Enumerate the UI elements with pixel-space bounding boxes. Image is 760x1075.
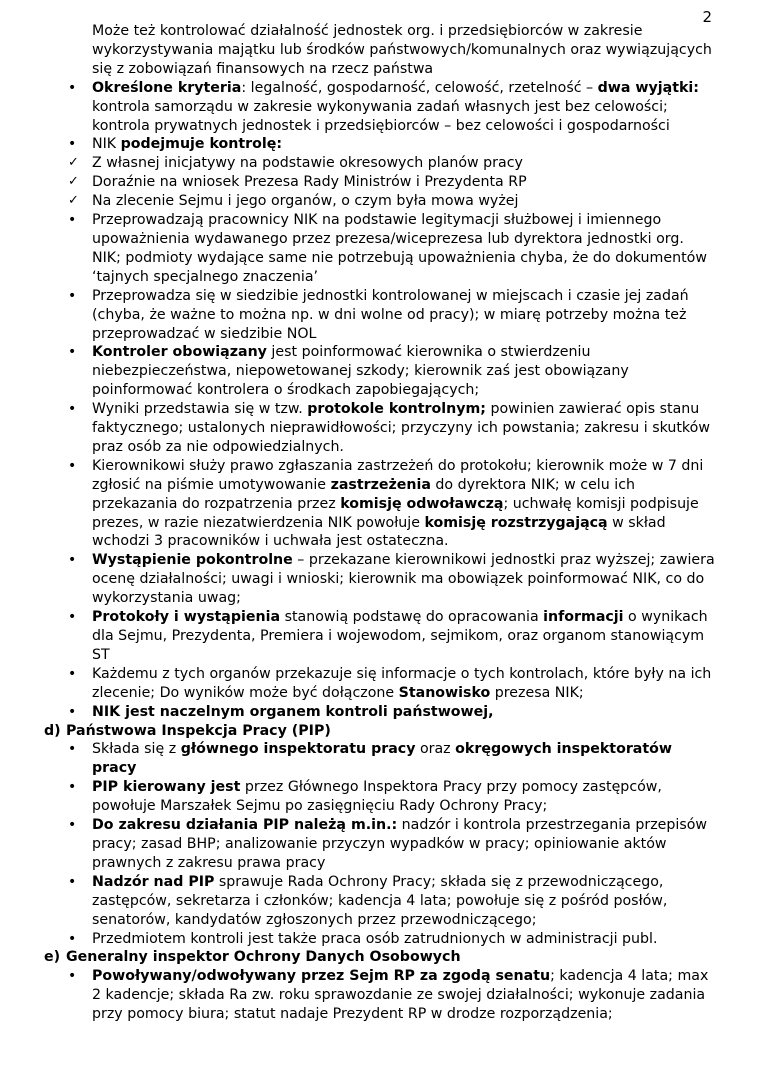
page-number: 2 [702, 8, 712, 26]
text-run: kontrola samorządu w zakresie wykonywania zadań własnych jest bez celowości; kontrola prywatnych jednostek i przedsiębiorców – bez celowości i gospodarności [92, 98, 670, 134]
bold-text: Stanowisko [398, 684, 491, 701]
text-run: Na zlecenie Sejmu i jego organów, o czym była mowa wyżej [92, 193, 519, 210]
text-run: powinien zawierać opis stanu faktycznego; ustalonych nieprawidłowości; przyczyny ich powstania; zakresu i skutków praz osób za nie odpowiedzialnych. [92, 401, 710, 455]
bullet-icon: • [68, 79, 77, 96]
text-run: Państwowa Inspekcja Pracy (PIP) [66, 722, 331, 739]
text-run: Każdemu z tych organów przekazuje się informacje o tych kontrolach, które były na ich zlecenie; Do wyników może być dołączone [92, 665, 712, 701]
text-run: Przedmiotem kontroli jest także praca osób zatrudnionych w administracji publ. [92, 930, 658, 947]
bullet-item [44, 703, 716, 722]
text-run: w skład wchodzi 3 pracowników i uchwała jest ostateczna. [92, 514, 666, 550]
bold-text: NIK jest naczelnym organem kontroli państwowej, [92, 703, 494, 720]
checklist-item [44, 192, 716, 211]
text-run: Składa się z [92, 741, 181, 758]
bullet-icon: • [68, 873, 77, 890]
text-run: Z własnej inicjatywy na podstawie okresowych planów pracy [92, 155, 523, 172]
text-run: przez Głównego Inspektora Pracy przy pomocy zastępców, powołuje Marszałek Sejmu po zasięgnięciu Rady Ochrony Pracy; [92, 779, 662, 815]
bullet-item [44, 873, 716, 930]
bold-text: komisję rozstrzygającą [424, 514, 608, 531]
bullet-icon: • [68, 287, 77, 304]
text-run: stanowią podstawę do opracowania [280, 609, 544, 626]
bold-text: protokole kontrolnym; [307, 401, 486, 418]
bullet-item [44, 816, 716, 873]
text-run: nadzór i kontrola przestrzegania przepisów pracy; zasad BHP; analizowanie przyczyn wypadków w pracy; opiniowanie aktów prawnych z zakresu prawa pracy [92, 817, 708, 871]
bold-text: Protokoły i wystąpienia [92, 609, 281, 626]
text-run: jest poinformować kierownika o stwierdzeniu niebezpieczeństwa, niepowetowanej szkody; kierownik zaś jest obowiązany poinformować kontrolera o środkach zapobiegających; [92, 344, 629, 399]
checkmark-icon: ✓ [68, 155, 79, 171]
text-run: Przeprowadzają pracownicy NIK na podstawie legitymacji służbowej i imiennego upoważnienia wydawanego przez prezesa/wiceprezesa lub dyrektora jednostki org. NIK; podmioty wydające same nie potrzebują upoważnienia chyba, że do dokumentów ‘tajnych specjalnego znaczenia’ [92, 212, 707, 285]
bullet-icon: • [68, 136, 77, 153]
text-run: do dyrektora NIK; w celu ich przekazania do rozpatrzenia przez [92, 476, 635, 512]
bullet-item [44, 287, 716, 344]
bold-text: Powoływany/odwoływany przez Sejm RP za zgodą senatu [92, 968, 551, 985]
checkmark-icon: ✓ [68, 174, 79, 190]
bold-text: okręgowych inspektoratów pracy [92, 741, 673, 777]
text-run: ; kadencja 4 lata; max 2 kadencje; składa Ra zw. roku sprawozdanie ze swojej działalności; wykonuje zadania przy pomocy biura; statut nadaje Prezydent RP w drodze rozporządzenia; [92, 968, 709, 1023]
text-run: NIK [92, 136, 121, 153]
text-run: Wyniki przedstawia się w tzw. [92, 401, 308, 418]
bold-text: głównego inspektoratu pracy [180, 741, 416, 758]
document-body [44, 22, 716, 1024]
bullet-icon: • [68, 457, 77, 474]
bullet-item [44, 967, 716, 1024]
text-run: : legalność, gospodarność, celowość, rzetelność – [241, 79, 598, 96]
text-run: Przeprowadza się w siedzibie jednostki kontrolowanej w miejscach i czasie jej zadań (chyba, że ważne to można np. w dni wolne od pracy); w miarę potrzeby można też przeprowadzać w siedzibie NOL [92, 287, 689, 342]
bold-text: informacji [543, 609, 624, 626]
text-run: – przekazane kierownikowi jednostki praz wyższej; zawiera ocenę działalności; uwagi i wnioski; kierownik ma obowiązek poinformować NIK, co do wykorzystania uwag; [92, 552, 715, 607]
bold-text: Określone kryteria [92, 79, 242, 96]
section-heading [44, 722, 716, 741]
bullet-item [44, 930, 716, 949]
bullet-icon: • [68, 212, 77, 229]
bullet-icon: • [68, 741, 77, 758]
section-letter: e) [44, 949, 61, 966]
bullet-icon: • [68, 401, 77, 418]
bullet-item [44, 343, 716, 400]
bullet-icon: • [68, 344, 77, 361]
bold-text: Do zakresu działania PIP należą m.in.: [92, 817, 398, 834]
bullet-icon: • [68, 609, 77, 626]
bullet-icon: • [68, 552, 77, 569]
bullet-icon: • [68, 665, 77, 682]
bullet-item [44, 79, 716, 136]
bold-text: Nadzór nad PIP [92, 873, 215, 890]
bold-text: PIP kierowany jest [92, 779, 241, 796]
bullet-item [44, 400, 716, 457]
bullet-item [44, 608, 716, 665]
checkmark-icon: ✓ [68, 193, 79, 209]
bold-text: dwa wyjątki: [597, 79, 699, 96]
bullet-icon: • [68, 817, 77, 834]
text-run: ; uchwałę komisji podpisuje prezes, w razie niezatwierdzenia NIK powołuje [92, 495, 699, 531]
bullet-item [44, 135, 716, 154]
section-heading [44, 948, 716, 967]
text-run: o wynikach dla Sejmu, Prezydenta, Premiera i wojewodom, sejmikom, oraz organom stanowiącym ST [92, 609, 708, 663]
bold-text: Wystąpienie pokontrolne [92, 552, 293, 569]
checklist-item [44, 154, 716, 173]
bullet-item [44, 211, 716, 287]
bullet-icon: • [68, 968, 77, 985]
bullet-icon: • [68, 703, 77, 720]
bullet-item [44, 740, 716, 778]
text-run: Może też kontrolować działalność jednostek org. i przedsiębiorców w zakresie wykorzystywania majątku lub środków państwowych/komunalnych oraz wywiązujących się z zobowiązań finansowych na rzecz państwa [92, 23, 712, 77]
text-run: Doraźnie na wniosek Prezesa Rady Ministrów i Prezydenta RP [92, 174, 527, 191]
bold-text: zastrzeżenia [330, 476, 431, 493]
bullet-item [44, 665, 716, 703]
bold-text: Kontroler obowiązany [92, 344, 267, 361]
text-run: sprawuje Rada Ochrony Pracy; składa się z przewodniczącego, zastępców, sekretarza i członków; kadencja 4 lata; powołuje się z pośród posłów, senatorów, kandydatów zgłoszonych przez przewodniczącego; [92, 873, 668, 928]
text-run: Generalny inspektor Ochrony Danych Osobowych [66, 949, 461, 966]
bold-text: komisję odwoławczą [340, 495, 504, 512]
bullet-item [44, 457, 716, 552]
section-letter: d) [44, 722, 61, 739]
continuation-paragraph [44, 22, 716, 79]
text-run: oraz [415, 741, 456, 758]
bullet-item [44, 778, 716, 816]
bold-text: podejmuje kontrolę: [120, 136, 283, 153]
bullet-icon: • [68, 930, 77, 947]
checklist-item [44, 173, 716, 192]
text-run: prezesa NIK; [490, 684, 584, 701]
text-run: Kierownikowi służy prawo zgłaszania zastrzeżeń do protokołu; kierownik może w 7 dni zgłosić na piśmie umotywowanie [92, 457, 704, 493]
bullet-item [44, 551, 716, 608]
bullet-icon: • [68, 779, 77, 796]
